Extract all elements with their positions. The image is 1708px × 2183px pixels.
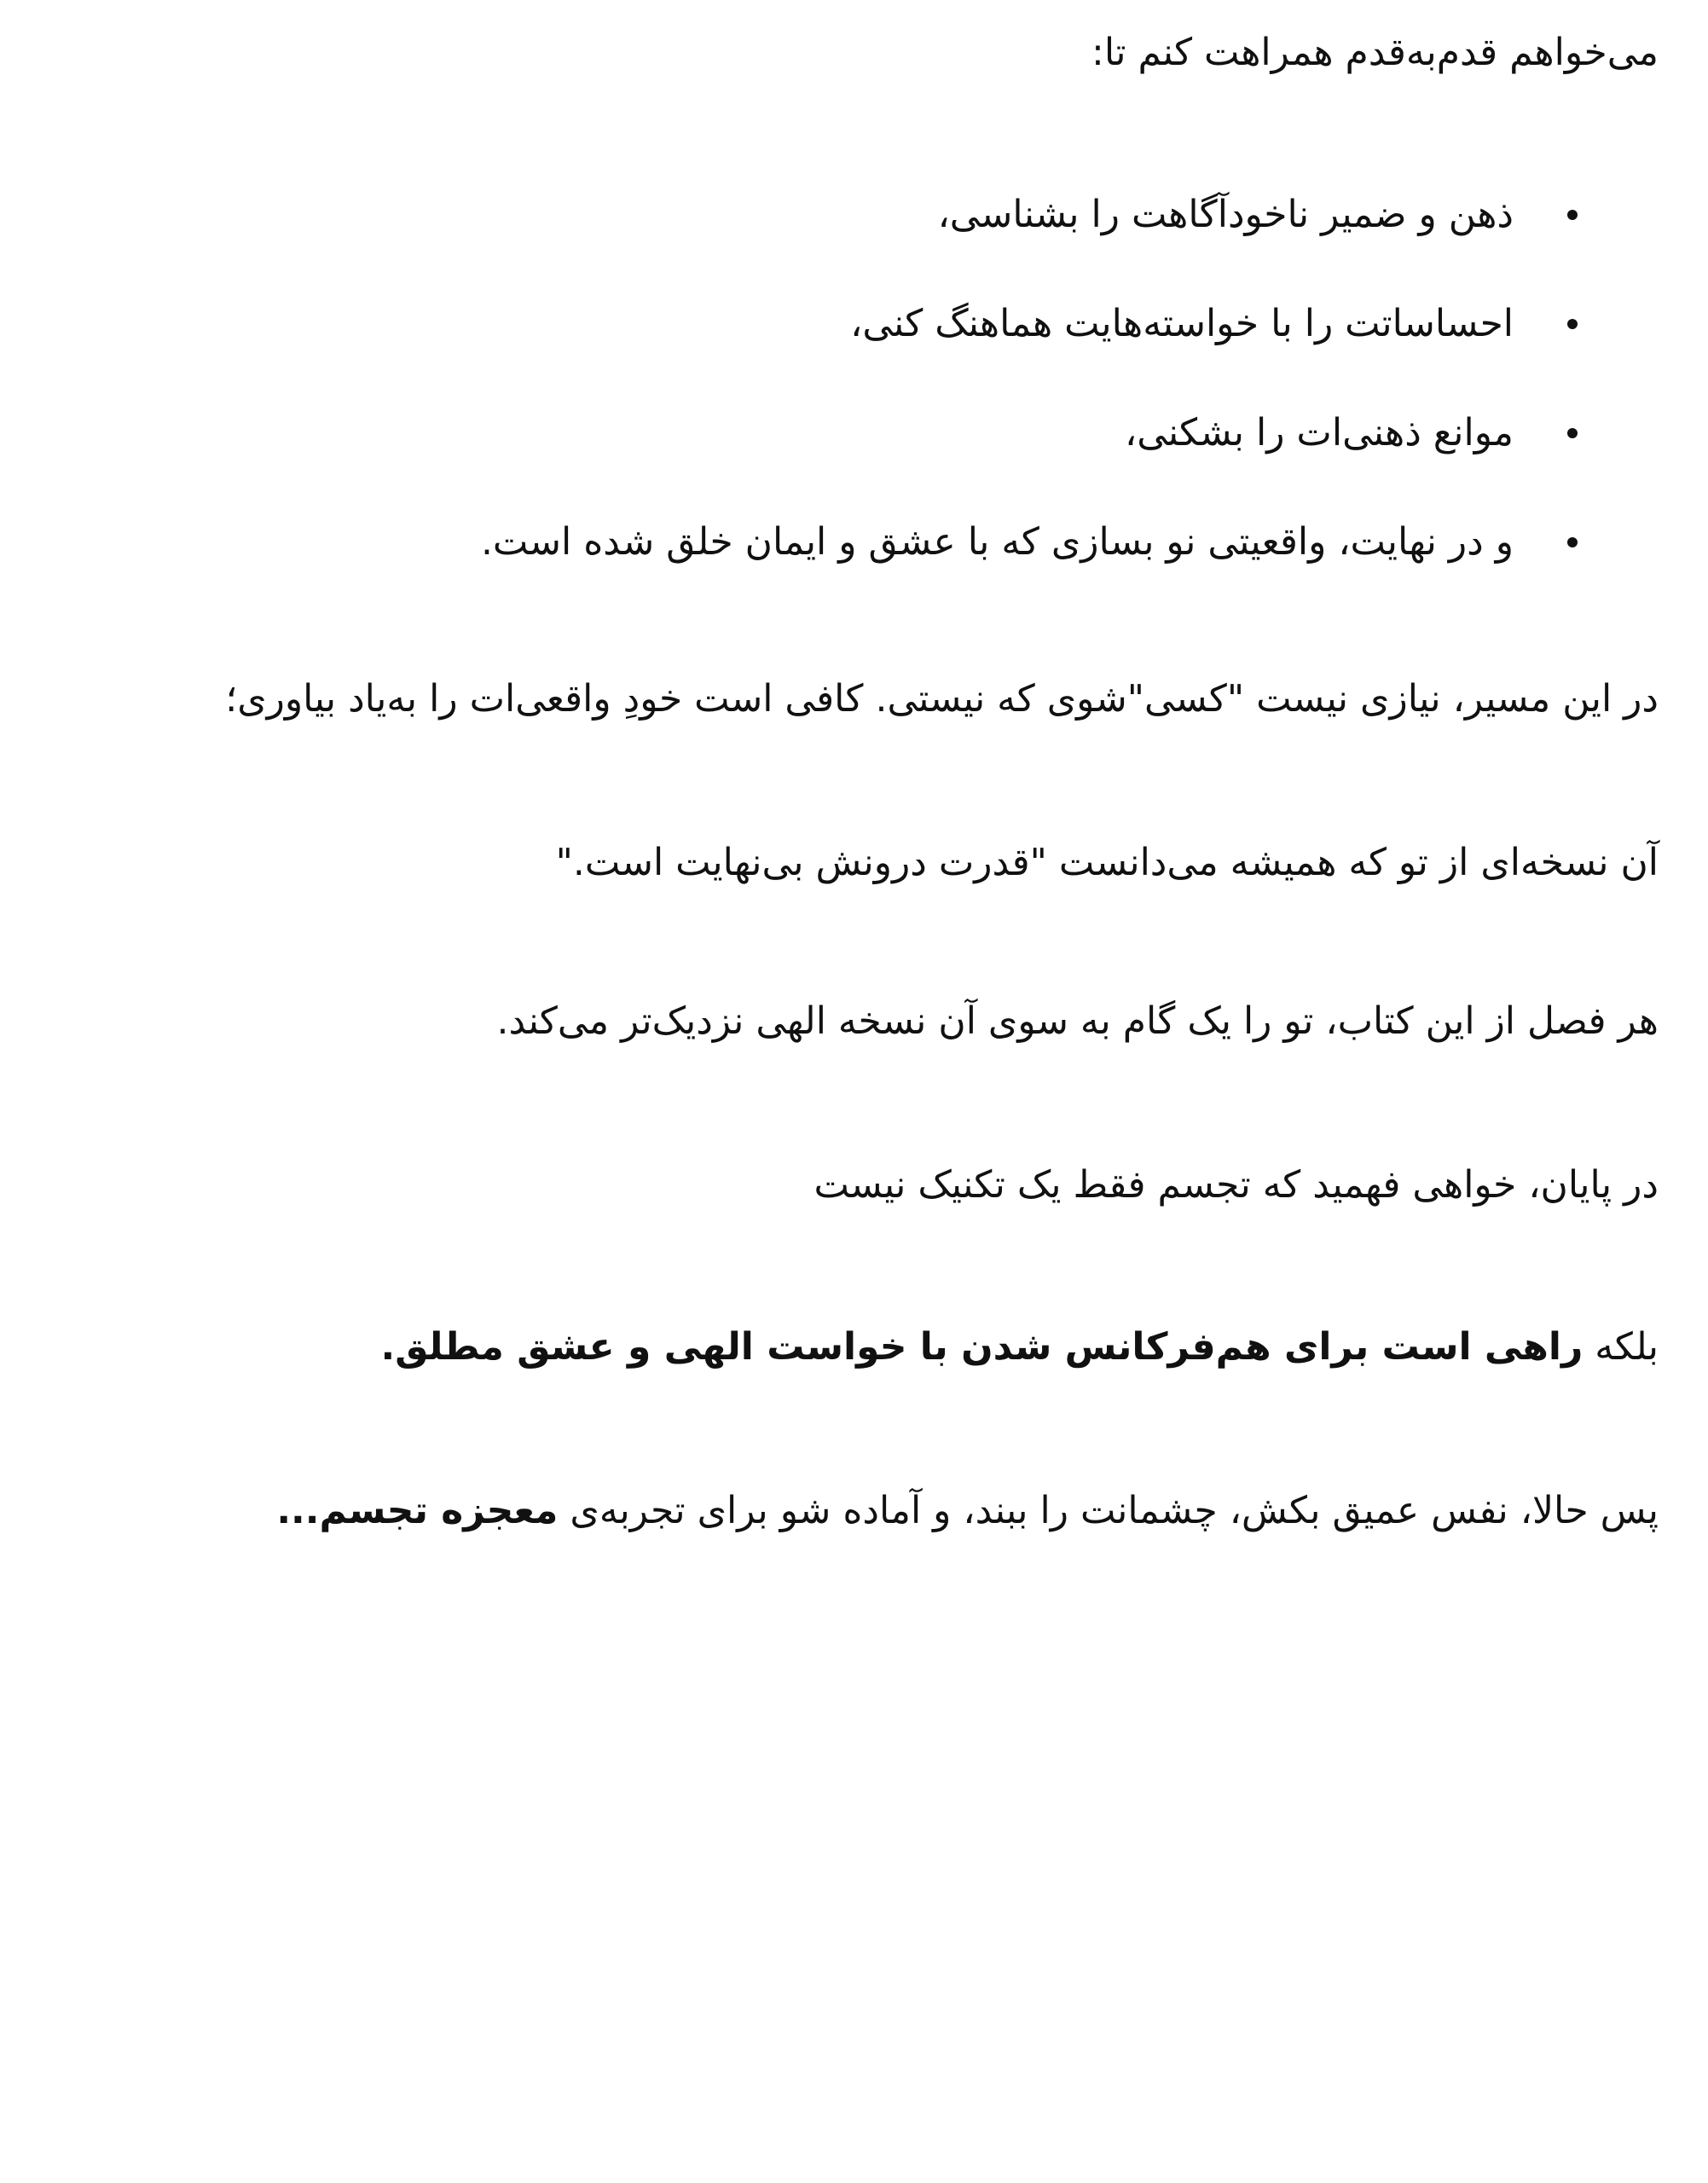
- list-item-text: احساساتت را با خواسته‌هایت هماهنگ کنی،: [850, 302, 1514, 345]
- list-item-text: و در نهایت، واقعیتی نو بسازی که با عشق و ایمان خلق شده است.: [480, 520, 1514, 564]
- bullet-icon: [1563, 408, 1582, 459]
- paragraph-5-bold: راهی است برای هم‌فرکانس شدن با خواست الهی و عشق مطلق.: [380, 1325, 1584, 1369]
- paragraph-5: [38, 1322, 1659, 1373]
- bullet-icon: [1563, 298, 1582, 350]
- bullet-icon: [1563, 517, 1582, 568]
- paragraph-5-normal: بلکه: [1583, 1325, 1659, 1369]
- paragraph-6-bold: معجزه تجسم...: [276, 1489, 559, 1532]
- intro-line: می‌خواهم قدم‌به‌قدم همراهت کنم تا:: [1091, 31, 1659, 74]
- paragraph-6: [38, 1485, 1659, 1537]
- paragraph-2: آن نسخه‌ای از تو که همیشه می‌دانست "قدرت درونش بی‌نهایت است.": [555, 841, 1659, 884]
- list-item-text: موانع ذهنی‌ات را بشکنی،: [1125, 411, 1514, 455]
- paragraph-4: در پایان، خواهی فهمید که تجسم فقط یک تکنیک نیست: [813, 1163, 1659, 1207]
- paragraph-1: در این مسیر، نیازی نیست "کسی"شوی که نیستی. کافی است خودِ واقعی‌ات را به‌یاد بیاوری؛: [225, 677, 1659, 721]
- bullet-icon: [1563, 189, 1582, 240]
- paragraph-6-normal: پس حالا، نفس عمیق بکش، چشمانت را ببند، و آماده شو برای تجربه‌ی: [558, 1489, 1659, 1532]
- list-item-text: ذهن و ضمیر ناخودآگاهت را بشناسی،: [937, 193, 1514, 236]
- paragraph-3: هر فصل از این کتاب، تو را یک گام به سوی آن نسخه الهی نزدیک‌تر می‌کند.: [496, 999, 1659, 1043]
